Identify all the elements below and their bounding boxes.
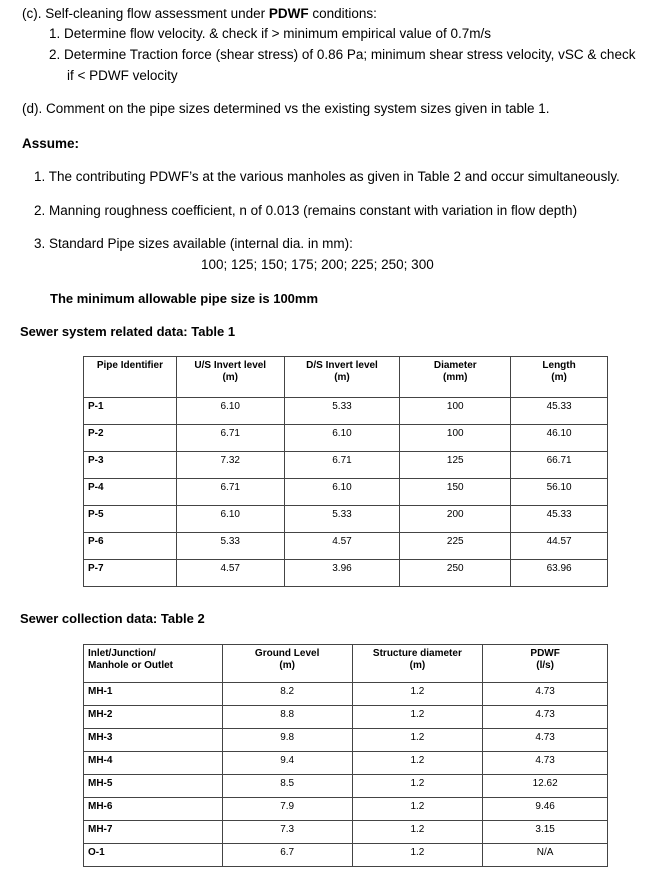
ground-level: 9.4 [222,752,352,775]
ds-invert: 3.96 [284,560,400,587]
diameter: 125 [400,452,511,479]
ground-level: 9.8 [222,729,352,752]
structure-diameter: 1.2 [352,729,483,752]
pipe-id: P-1 [84,398,177,425]
diameter: 100 [400,398,511,425]
pdwf: 9.46 [483,798,608,821]
table1-header-ds-invert: D/S Invert level (m) [284,357,400,398]
pipe-id: P-3 [84,452,177,479]
structure-diameter: 1.2 [352,752,483,775]
diameter: 225 [400,533,511,560]
structure-diameter: 1.2 [352,775,483,798]
pdwf: 4.73 [483,729,608,752]
ground-level: 7.9 [222,798,352,821]
diameter: 200 [400,506,511,533]
section-d-text: (d). Comment on the pipe sizes determined vs the existing system sizes given in table 1. [22,101,550,116]
section-c-item-1: 1. Determine flow velocity. & check if > minimum empirical value of 0.7m/s [49,26,492,41]
pdwf: 4.73 [483,706,608,729]
manhole-id: MH-5 [84,775,223,798]
structure-diameter: 1.2 [352,706,483,729]
us-invert: 5.33 [176,533,284,560]
table-row [84,452,608,479]
section-c-item-2: 2. Determine Traction force (shear stress) of 0.86 Pa; minimum shear stress velocity, vSC & check [49,47,636,62]
section-c-title-bold: PDWF [268,6,309,21]
ground-level: 6.7 [222,844,352,867]
table1-header-diameter: Diameter (mm) [400,357,511,398]
table-row [84,398,608,425]
table-row [84,729,608,752]
ds-invert: 6.71 [284,452,400,479]
assume-item-1: 1. The contributing PDWF’s at the various manholes as given in Table 2 and occur simultaneously. [34,169,620,184]
table-row [84,479,608,506]
ground-level: 8.5 [222,775,352,798]
ds-invert: 6.10 [284,479,400,506]
table-row [84,706,608,729]
pdwf: 3.15 [483,821,608,844]
structure-diameter: 1.2 [352,798,483,821]
section-c-title-suffix: conditions: [308,6,377,21]
length: 45.33 [511,506,608,533]
pdwf: 12.62 [483,775,608,798]
pipe-id: P-5 [84,506,177,533]
us-invert: 6.71 [176,479,284,506]
table-row [84,560,608,587]
length: 66.71 [511,452,608,479]
diameter: 150 [400,479,511,506]
length: 45.33 [511,398,608,425]
table2-header-structure-diameter: Structure diameter (m) [352,645,483,683]
length: 56.10 [511,479,608,506]
section-c-title-text: (c). Self-cleaning flow assessment under [22,6,269,21]
pipe-id: P-7 [84,560,177,587]
table1-header-us-invert: U/S Invert level (m) [176,357,284,398]
manhole-id: MH-2 [84,706,223,729]
manhole-id: MH-6 [84,798,223,821]
pipe-id: P-4 [84,479,177,506]
pipe-id: P-6 [84,533,177,560]
table2-header-inlet: Inlet/Junction/ Manhole or Outlet [84,645,223,683]
table2-header-ground-level: Ground Level (m) [222,645,352,683]
manhole-id: MH-4 [84,752,223,775]
us-invert: 7.32 [176,452,284,479]
table-row [84,798,608,821]
length: 46.10 [511,425,608,452]
length: 63.96 [511,560,608,587]
structure-diameter: 1.2 [352,821,483,844]
pdwf: N/A [483,844,608,867]
assume-item-3: 3. Standard Pipe sizes available (internal dia. in mm): [34,236,353,251]
table2-caption: Sewer collection data: Table 2 [20,611,205,626]
table1-caption: Sewer system related data: Table 1 [20,324,236,339]
manhole-id: MH-3 [84,729,223,752]
table-row [84,506,608,533]
ground-level: 8.8 [222,706,352,729]
assume-heading: Assume: [22,136,80,151]
table-row [84,425,608,452]
pdwf: 4.73 [483,683,608,706]
ds-invert: 4.57 [284,533,400,560]
table2-header-pdwf: PDWF (l/s) [483,645,608,683]
diameter: 100 [400,425,511,452]
table-row [84,821,608,844]
table-row [84,775,608,798]
ground-level: 7.3 [222,821,352,844]
table-row [84,844,608,867]
table2-header-row [84,645,608,683]
ground-level: 8.2 [222,683,352,706]
pipe-sizes-list: 100; 125; 150; 175; 200; 225; 250; 300 [201,257,434,272]
us-invert: 6.71 [176,425,284,452]
manhole-id: MH-7 [84,821,223,844]
section-c-item-2-cont: if < PDWF velocity [67,68,178,83]
manhole-id: O-1 [84,844,223,867]
ds-invert: 6.10 [284,425,400,452]
ds-invert: 5.33 [284,398,400,425]
ds-invert: 5.33 [284,506,400,533]
us-invert: 6.10 [176,506,284,533]
structure-diameter: 1.2 [352,844,483,867]
us-invert: 4.57 [176,560,284,587]
table-row [84,683,608,706]
table-row [84,533,608,560]
assume-item-2: 2. Manning roughness coefficient, n of 0.013 (remains constant with variation in flow depth) [34,203,578,218]
sewer-collection-table [83,644,608,867]
section-c-title [22,6,377,22]
length: 44.57 [511,533,608,560]
table1-header-length: Length (m) [511,357,608,398]
sewer-system-table [83,356,608,587]
min-pipe-size: The minimum allowable pipe size is 100mm [50,291,319,306]
diameter: 250 [400,560,511,587]
table-row [84,752,608,775]
table1-header-pipe-id: Pipe Identifier [84,357,177,398]
table1-header-row [84,357,608,398]
pdwf: 4.73 [483,752,608,775]
structure-diameter: 1.2 [352,683,483,706]
manhole-id: MH-1 [84,683,223,706]
pipe-id: P-2 [84,425,177,452]
us-invert: 6.10 [176,398,284,425]
